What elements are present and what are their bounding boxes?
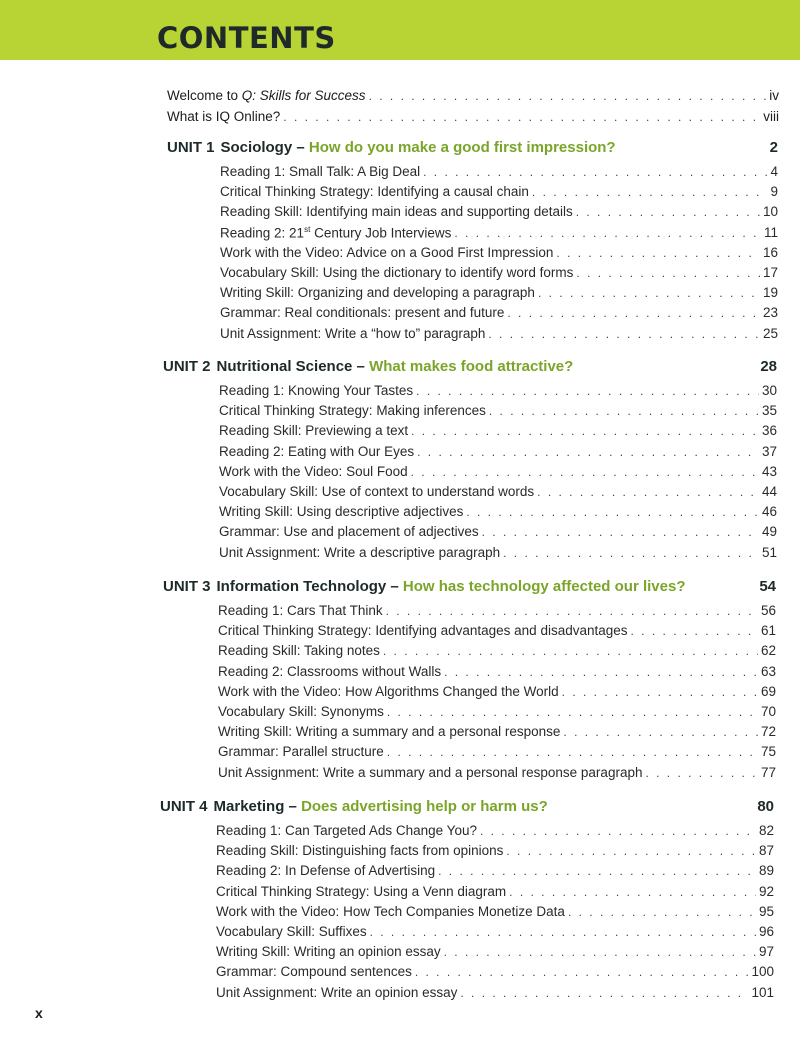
dot-leader xyxy=(466,505,759,519)
toc-entry[interactable] xyxy=(216,985,774,1000)
entry-title xyxy=(167,88,366,103)
dot-leader xyxy=(556,246,760,260)
entry-title: Reading Skill: Identifying main ideas and supporting details xyxy=(220,204,573,220)
page-number: 87 xyxy=(758,843,774,859)
dot-leader xyxy=(506,844,756,858)
unit-page-number: 2 xyxy=(769,139,778,156)
toc-entry[interactable] xyxy=(216,924,774,939)
page-number: 51 xyxy=(761,544,777,560)
page-number: 46 xyxy=(761,504,777,520)
page-number: 30 xyxy=(761,383,777,398)
page-number: 36 xyxy=(761,423,777,439)
entry-title: Vocabulary Skill: Suffixes xyxy=(216,924,367,939)
unit-dash: – xyxy=(386,578,403,595)
page-number: 82 xyxy=(758,823,774,838)
page-number: 69 xyxy=(760,683,776,699)
dot-leader xyxy=(480,824,756,838)
intro-entry[interactable] xyxy=(167,88,779,103)
unit-subject: Marketing xyxy=(213,798,285,815)
entry-title: Critical Thinking Strategy: Identifying advantages and disadvantages xyxy=(218,623,628,639)
dot-leader xyxy=(411,424,759,438)
dot-leader xyxy=(645,766,758,780)
unit-question: How do you make a good first impression? xyxy=(308,139,616,156)
toc-entry[interactable] xyxy=(216,843,774,858)
dot-leader xyxy=(387,705,758,719)
entry-title: Unit Assignment: Write an opinion essay xyxy=(216,984,458,1000)
entry-title: Critical Thinking Strategy: Making inferences xyxy=(219,403,486,419)
dot-leader xyxy=(562,685,758,699)
page-title: CONTENTS xyxy=(157,21,336,55)
entry-title: Grammar: Real conditionals: present and future xyxy=(220,305,505,321)
page-number: viii xyxy=(763,109,779,124)
unit-number: UNIT 2 xyxy=(163,358,211,375)
dot-leader xyxy=(503,546,759,560)
entry-title: Grammar: Compound sentences xyxy=(216,964,412,980)
page-number: 89 xyxy=(758,863,774,879)
page-number: iv xyxy=(769,88,779,103)
entry-title: Reading 2: Classrooms without Walls xyxy=(218,663,442,679)
dot-leader xyxy=(489,404,759,418)
entry-title-text: Century Job Interviews xyxy=(310,225,452,241)
entry-title: Work with the Video: Advice on a Good First Impression xyxy=(220,244,554,260)
dot-leader xyxy=(532,185,768,199)
dot-leader xyxy=(383,644,758,658)
unit-dash: – xyxy=(352,358,370,375)
entry-title: Writing Skill: Organizing and developing a paragraph xyxy=(220,285,535,301)
toc-entry[interactable] xyxy=(220,204,778,219)
unit-dash: – xyxy=(284,798,302,815)
toc-entry[interactable] xyxy=(218,765,776,780)
page-number: 92 xyxy=(758,883,774,899)
page-number: 19 xyxy=(762,285,778,301)
toc-entry[interactable] xyxy=(216,964,774,979)
dot-leader xyxy=(631,624,758,638)
unit-question: How has technology affected our lives? xyxy=(402,578,686,595)
entry-title: Reading 2: Eating with Our Eyes xyxy=(219,443,415,459)
page-number: 17 xyxy=(762,265,778,280)
toc-entry[interactable] xyxy=(218,623,776,638)
page-number: 72 xyxy=(760,724,776,740)
toc-entry[interactable] xyxy=(219,545,777,560)
toc-entry[interactable] xyxy=(216,863,774,878)
entry-title: Critical Thinking Strategy: Identifying a causal chain xyxy=(220,184,529,200)
dot-leader xyxy=(415,965,749,979)
toc-entry[interactable] xyxy=(220,285,778,300)
toc-entry[interactable] xyxy=(220,305,778,320)
dot-leader xyxy=(576,266,760,280)
toc-entry[interactable] xyxy=(216,884,774,899)
entry-title: Reading 1: Small Talk: A Big Deal xyxy=(220,164,421,179)
entry-title: Reading 1: Can Targeted Ads Change You? xyxy=(216,823,477,838)
entry-title: Reading Skill: Previewing a text xyxy=(219,423,409,439)
entry-title xyxy=(167,109,280,124)
unit-page-number: 54 xyxy=(759,578,776,595)
dot-leader xyxy=(537,485,759,499)
dot-leader xyxy=(576,205,760,219)
unit-page-number: 80 xyxy=(757,798,774,815)
dot-leader xyxy=(454,226,761,240)
toc-entry[interactable] xyxy=(218,704,776,719)
dot-leader xyxy=(538,286,760,300)
entry-title: Vocabulary Skill: Synonyms xyxy=(218,704,384,719)
dot-leader xyxy=(416,384,759,398)
toc-entry[interactable] xyxy=(216,904,774,919)
entry-title: Unit Assignment: Write a descriptive paragraph xyxy=(219,544,501,560)
dot-leader xyxy=(488,327,760,341)
page-number: 10 xyxy=(762,204,778,220)
entry-title: Work with the Video: How Algorithms Changed the World xyxy=(218,683,559,699)
unit-subject: Information Technology xyxy=(216,578,387,595)
dot-leader xyxy=(387,745,758,759)
toc-entry[interactable] xyxy=(220,265,778,280)
unit-subject: Nutritional Science xyxy=(216,358,353,375)
unit-number: UNIT 3 xyxy=(163,578,211,595)
dot-leader xyxy=(370,925,756,939)
unit-dash: – xyxy=(292,139,309,156)
dot-leader xyxy=(411,465,759,479)
page-number: x xyxy=(35,1005,43,1021)
page-number: 43 xyxy=(761,463,777,479)
page-number: 35 xyxy=(761,403,777,419)
page-number: 37 xyxy=(761,443,777,459)
unit-heading[interactable] xyxy=(163,578,685,595)
toc-entry[interactable] xyxy=(220,184,778,199)
toc-entry[interactable] xyxy=(220,164,778,179)
entry-title: Writing Skill: Using descriptive adjectives xyxy=(219,504,464,520)
entry-title: Reading 2: In Defense of Advertising xyxy=(216,863,436,879)
page-number: 56 xyxy=(760,603,776,618)
entry-title: Unit Assignment: Write a summary and a personal response paragraph xyxy=(218,764,643,780)
page-number: 101 xyxy=(751,984,774,1000)
page-number: 75 xyxy=(760,744,776,760)
page-number: 96 xyxy=(758,924,774,939)
toc-entry[interactable] xyxy=(218,744,776,759)
ordinal-suffix: st xyxy=(304,224,311,234)
page-number: 95 xyxy=(758,903,774,919)
dot-leader xyxy=(369,89,767,103)
page-number: 62 xyxy=(760,643,776,659)
toc-entry[interactable] xyxy=(218,643,776,658)
page-number: 97 xyxy=(758,944,774,960)
dot-leader xyxy=(507,306,760,320)
unit-question: Does advertising help or harm us? xyxy=(301,798,548,815)
entry-title-text: Reading 2: 21 xyxy=(220,225,305,241)
entry-title: Writing Skill: Writing an opinion essay xyxy=(216,944,441,960)
dot-leader xyxy=(444,665,758,679)
dot-leader xyxy=(482,525,759,539)
dot-leader xyxy=(283,110,760,124)
toc-entry[interactable] xyxy=(219,504,777,519)
dot-leader xyxy=(563,725,758,739)
page-number: 16 xyxy=(762,244,778,260)
toc-entry[interactable] xyxy=(219,484,777,499)
dot-leader xyxy=(423,165,767,179)
entry-title: Writing Skill: Writing a summary and a personal response xyxy=(218,724,561,740)
page-number: 44 xyxy=(761,484,777,499)
entry-title xyxy=(220,225,451,241)
page-number: 23 xyxy=(762,305,778,321)
entry-title: Reading 1: Cars That Think xyxy=(218,603,383,618)
entry-title: Grammar: Use and placement of adjectives xyxy=(219,524,479,540)
dot-leader xyxy=(438,864,756,878)
page-number: 63 xyxy=(760,663,776,679)
unit-heading[interactable] xyxy=(163,358,573,375)
toc-entry[interactable] xyxy=(219,383,777,398)
entry-title: Reading 1: Knowing Your Tastes xyxy=(219,383,414,398)
header-band xyxy=(0,0,800,60)
toc-entry[interactable] xyxy=(220,326,778,341)
entry-title: Work with the Video: How Tech Companies Monetize Data xyxy=(216,903,565,919)
page-number: 25 xyxy=(762,325,778,341)
unit-number: UNIT 4 xyxy=(160,798,208,815)
entry-title-text: Welcome to xyxy=(167,88,242,103)
dot-leader xyxy=(444,945,756,959)
page-number: 77 xyxy=(760,764,776,780)
page-number: 11 xyxy=(763,225,778,241)
page-number: 61 xyxy=(760,623,776,639)
unit-question: What makes food attractive? xyxy=(369,358,574,375)
toc-entry[interactable] xyxy=(219,403,777,418)
intro-entry[interactable] xyxy=(167,109,779,124)
toc-entry[interactable] xyxy=(219,423,777,438)
entry-title: Work with the Video: Soul Food xyxy=(219,463,408,479)
dot-leader xyxy=(460,986,748,1000)
entry-title: Reading Skill: Distinguishing facts from opinions xyxy=(216,843,504,859)
toc-entry[interactable] xyxy=(218,684,776,699)
unit-heading[interactable] xyxy=(167,139,616,156)
entry-title-italic: Q: Skills for Success xyxy=(241,88,366,103)
toc-entry[interactable] xyxy=(219,444,777,459)
toc-entry[interactable] xyxy=(218,664,776,679)
entry-title: Reading Skill: Taking notes xyxy=(218,643,380,659)
toc-entry[interactable] xyxy=(220,225,778,241)
toc-entry[interactable] xyxy=(219,524,777,539)
toc-entry[interactable] xyxy=(218,603,776,618)
entry-title: Unit Assignment: Write a “how to” paragraph xyxy=(220,325,486,341)
page-number: 49 xyxy=(761,524,777,540)
entry-title: Critical Thinking Strategy: Using a Venn diagram xyxy=(216,883,507,899)
toc-entry[interactable] xyxy=(216,944,774,959)
unit-page-number: 28 xyxy=(760,358,777,375)
entry-title: Grammar: Parallel structure xyxy=(218,744,384,760)
toc-entry[interactable] xyxy=(218,724,776,739)
unit-heading[interactable] xyxy=(160,798,548,815)
toc-entry[interactable] xyxy=(216,823,774,838)
page-number: 100 xyxy=(751,964,774,980)
entry-title-text: What is IQ Online? xyxy=(167,109,281,124)
dot-leader xyxy=(386,604,758,618)
entry-title: Vocabulary Skill: Use of context to understand words xyxy=(219,484,535,499)
toc-entry[interactable] xyxy=(219,464,777,479)
dot-leader xyxy=(417,445,759,459)
page-number: 4 xyxy=(770,164,778,179)
page-number: 9 xyxy=(770,184,778,200)
page-number: 70 xyxy=(760,704,776,719)
dot-leader xyxy=(568,905,756,919)
dot-leader xyxy=(509,885,756,899)
unit-number: UNIT 1 xyxy=(167,139,215,156)
entry-title: Vocabulary Skill: Using the dictionary to identify word forms xyxy=(220,265,574,280)
toc-entry[interactable] xyxy=(220,245,778,260)
unit-subject: Sociology xyxy=(220,139,293,156)
